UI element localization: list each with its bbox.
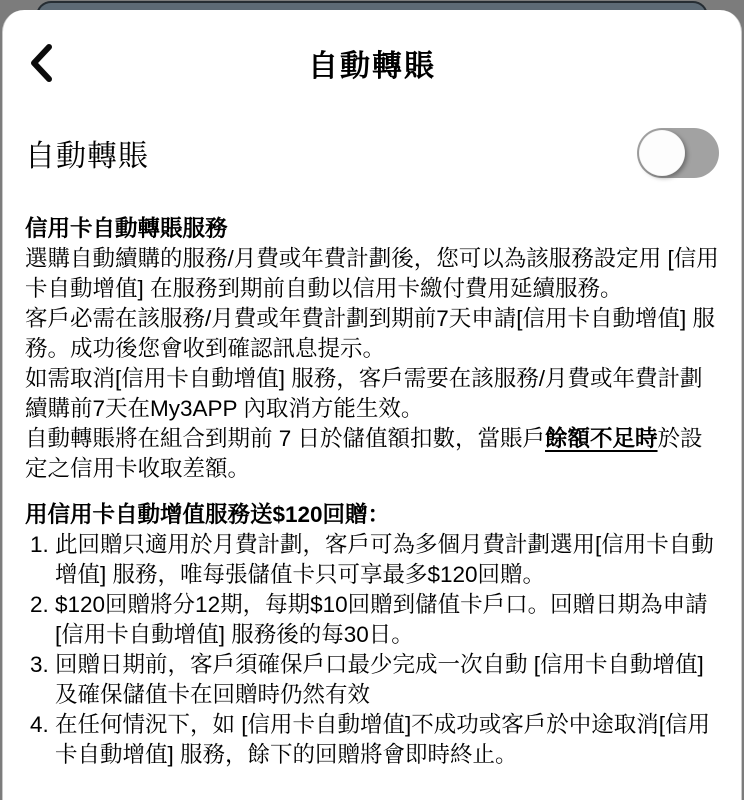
page-title: 自動轉賬: [308, 50, 436, 83]
rebate-heading: 用信用卡自動增值服務送$120回贈：: [25, 502, 391, 527]
terms-paragraph: 客戶必需在該服務/月費或年費計劃到期前7天申請[信用卡自動增值] 服務。成功後您會收到確認訊息提示。: [25, 306, 716, 361]
terms-content: [3, 214, 741, 770]
chevron-left-icon: [27, 43, 55, 83]
balance-text-before: 自動轉賬將在組合到期前 7 日於儲值額扣數，當賬戶: [25, 426, 546, 451]
toggle-knob: [639, 130, 685, 176]
back-button[interactable]: [27, 41, 67, 85]
rebate-list-item: 1. 此回贈只適用於月費計劃，客戶可為多個月費計劃選用[信用卡自動增值] 服務，唯每張儲值卡只可享最多$120回贈。: [55, 530, 719, 590]
rebate-list-item: 4. 在任何情況下，如 [信用卡自動增值]不成功或客戶於中途取消[信用卡自動增值] 服務，餘下的回贈將會即時終止。: [55, 710, 719, 770]
rebate-section: [25, 500, 719, 770]
terms-paragraph: 選購自動續購的服務/月費或年費計劃後，您可以為該服務設定用 [信用卡自動增值] 在服務到期前自動以信用卡繳付費用延續服務。: [25, 246, 719, 301]
toggle-label: 自動轉賬: [25, 140, 149, 173]
rebate-list-item: 3. 回贈日期前，客戶須確保戶口最少完成一次自動 [信用卡自動增值]及確保儲值卡在回贈時仍然有效: [55, 650, 719, 710]
auto-transfer-toggle-row: [3, 128, 741, 178]
header: [3, 34, 741, 92]
terms-paragraph: 如需取消[信用卡自動增值] 服務，客戶需要在該服務/月費或年費計劃續購前7天在My3APP 內取消方能生效。: [25, 366, 703, 421]
terms-heading: 信用卡自動轉賬服務: [25, 216, 228, 241]
auto-transfer-toggle[interactable]: [637, 128, 719, 178]
terms-paragraph-balance: [25, 424, 719, 484]
auto-transfer-sheet: [2, 10, 742, 800]
balance-text-after: 於設定之信用卡收取差額。: [25, 426, 703, 481]
insufficient-balance-emphasis: 餘額不足時: [545, 426, 658, 451]
rebate-list: [25, 530, 719, 770]
rebate-list-item: 2. $120回贈將分12期，每期$10回贈到儲值卡戶口。回贈日期為申請[信用卡自動增值] 服務後的每30日。: [55, 590, 719, 650]
